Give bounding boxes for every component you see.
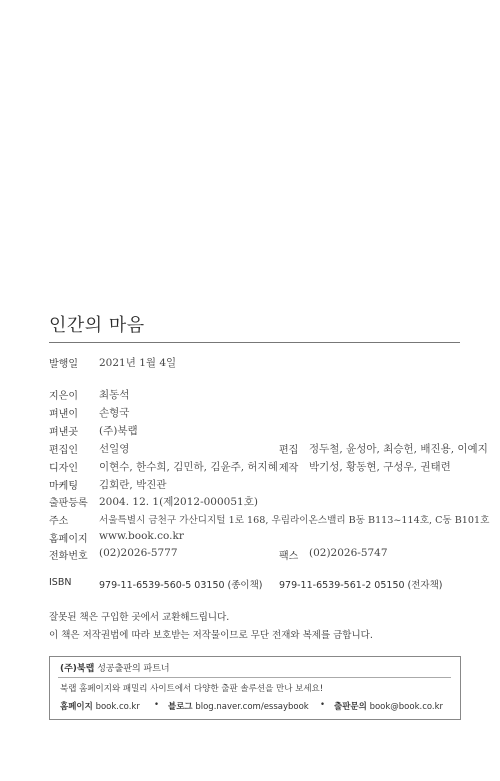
partner-tagline: 성공출판의 파트너 xyxy=(97,664,170,674)
publisher-label: 펴낸곳 xyxy=(49,427,78,438)
author-label: 지은이 xyxy=(49,391,78,402)
publisher-value: (주)북랩 xyxy=(99,425,138,437)
registration-label: 출판등록 xyxy=(49,498,88,509)
phone-label: 전화번호 xyxy=(49,551,88,562)
contact-inquiry-label: 출판문의 xyxy=(334,702,367,712)
title-divider xyxy=(49,342,460,343)
contact-homepage-value: book.co.kr xyxy=(95,702,140,712)
registration-value: 2004. 12. 1(제2012-000051호) xyxy=(99,496,258,508)
fax-value: (02)2026-5747 xyxy=(309,547,388,559)
contact-blog[interactable] xyxy=(168,700,309,712)
notice-copyright: 이 책은 저작권법에 따라 보호받는 저작물이므로 무단 전재와 복제를 금합니다. xyxy=(49,630,373,641)
homepage-value[interactable]: www.book.co.kr xyxy=(99,530,184,542)
production-value: 박기성, 황동현, 구성우, 권태련 xyxy=(309,461,451,473)
marketing-value: 김회란, 박진관 xyxy=(99,479,167,491)
bullet-icon: • xyxy=(320,700,326,710)
marketing-label: 마케팅 xyxy=(49,481,78,492)
editors-value: 정두철, 윤성아, 최승헌, 배진용, 이예지 xyxy=(309,443,488,455)
partner-header xyxy=(60,661,170,674)
editors-label: 편집 xyxy=(279,445,299,456)
designers-label: 디자인 xyxy=(49,463,78,474)
address-label: 주소 xyxy=(49,516,69,527)
book-title: 인간의 마음 xyxy=(49,315,145,336)
partner-divider xyxy=(58,677,451,678)
author-value: 최동석 xyxy=(99,389,130,401)
partner-brand: (주)북랩 xyxy=(60,664,95,674)
pub-date-label: 발행일 xyxy=(49,359,78,370)
row-isbn xyxy=(49,577,443,591)
contact-blog-label: 블로그 xyxy=(168,702,193,712)
contact-blog-value: blog.naver.com/essaybook xyxy=(195,702,309,712)
chief-editor-label: 편집인 xyxy=(49,445,78,456)
contact-homepage[interactable] xyxy=(60,700,140,712)
isbn-label: ISBN xyxy=(49,577,72,588)
bullet-icon: • xyxy=(154,700,160,710)
partner-box xyxy=(49,656,461,720)
pub-date-value: 2021년 1월 4일 xyxy=(99,357,177,369)
isbn-paper: 979-11-6539-560-5 03150 (종이책) xyxy=(99,580,263,591)
production-label: 제작 xyxy=(279,463,299,474)
notice-exchange: 잘못된 책은 구입한 곳에서 교환해드립니다. xyxy=(49,612,230,623)
chief-editor-value: 선일영 xyxy=(99,443,130,455)
contact-inquiry-value: book@book.co.kr xyxy=(369,702,444,712)
partner-description: 북랩 홈페이지와 패밀리 사이트에서 다양한 출판 솔루션을 만나 보세요! xyxy=(60,684,324,694)
publisher-person-label: 펴낸이 xyxy=(49,409,78,420)
homepage-label: 홈페이지 xyxy=(49,534,88,545)
designers-value: 이현수, 한수희, 김민하, 김윤주, 허지혜 xyxy=(99,461,278,473)
fax-label: 팩스 xyxy=(279,551,299,562)
phone-value: (02)2026-5777 xyxy=(99,547,178,559)
address-value: 서울특별시 금천구 가산디지털 1로 168, 우림라이온스밸리 B동 B113~114호, C동 B101호 xyxy=(99,515,490,526)
contact-inquiry[interactable] xyxy=(334,700,443,712)
contact-homepage-label: 홈페이지 xyxy=(60,702,93,712)
publisher-person-value: 손형국 xyxy=(99,407,130,419)
isbn-ebook: 979-11-6539-561-2 05150 (전자책) xyxy=(279,580,443,591)
